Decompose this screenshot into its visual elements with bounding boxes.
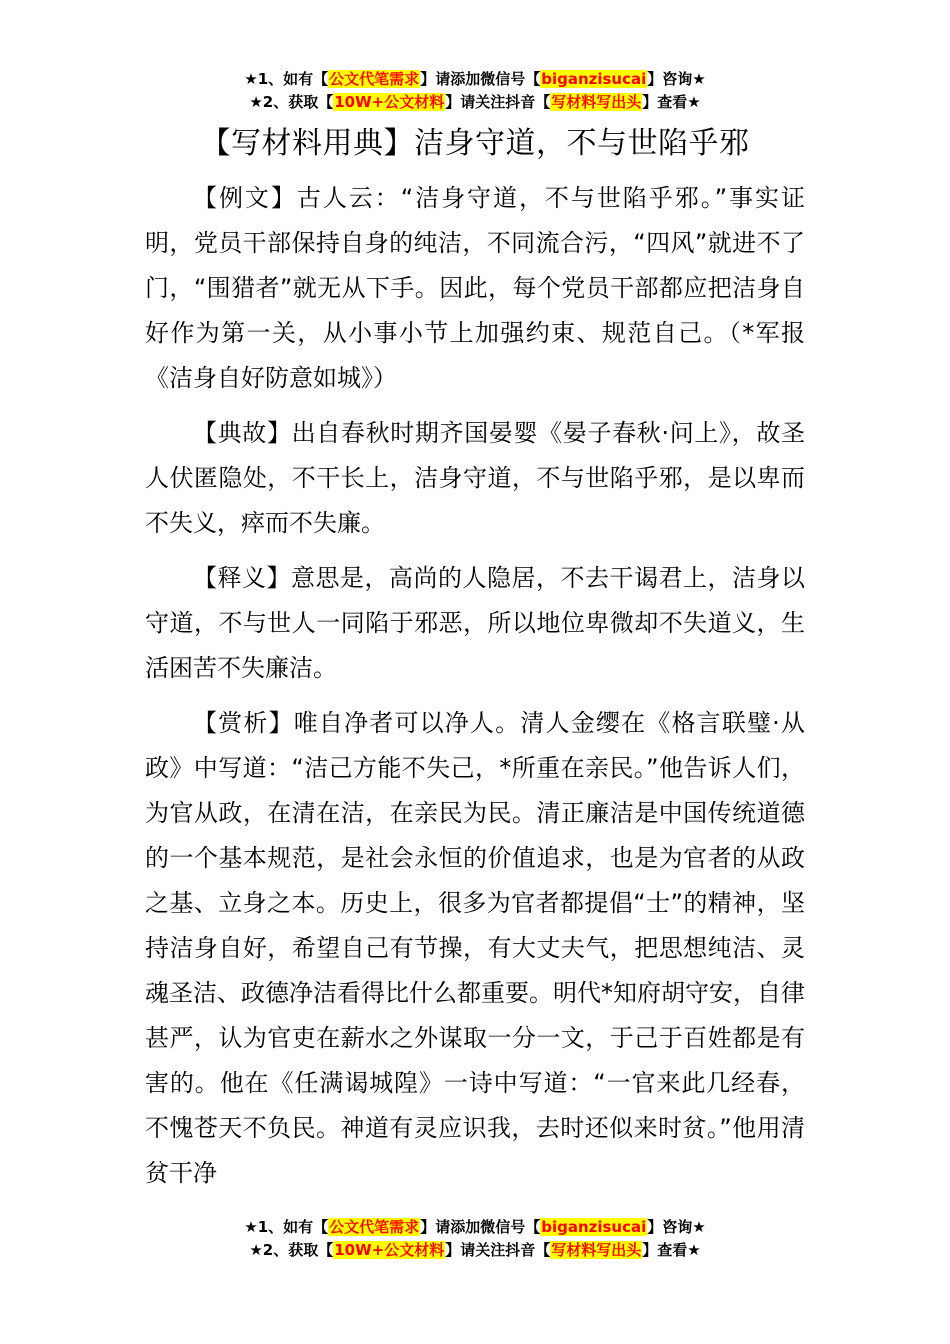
highlight-wechat-id: biganzisucai (541, 70, 647, 88)
banner-line-2 (0, 91, 950, 114)
highlight-materials: 10W+公文材料 (334, 1241, 445, 1259)
paragraph-appreciation: 【赏析】唯自净者可以净人。清人金缨在《格言联璧·从政》中写道：“洁己方能不失己，*所重在亲民。”他告诉人们，为官从政，在清在洁，在亲民为民。清正廉洁是中国传统道德的一个基本规范，是社会永恒的价值追求，也是为官者的从政之基、立身之本。历史上，很多为官者都提倡“士”的精神，坚持洁身自好，希望自己有节操，有大丈夫气，把思想纯洁、灵魂圣洁、政德净洁看得比什么都重要。明代*知府胡守安，自律甚严，认为官吏在薪水之外谋取一分一文，于己于百姓都是有害的。他在《任满谒城隍》一诗中写道：“一官来此几经春，不愧苍天不负民。神道有灵应识我，去时还似来时贫。”他用清贫干净 (145, 709, 805, 1187)
banner-text: ★1、如有【 (244, 1218, 329, 1236)
page-title: 【写材料用典】洁身守道，不与世陷乎邪 (200, 126, 750, 161)
banner-text: 】咨询★ (647, 1218, 706, 1236)
header-banner (0, 68, 950, 114)
article-body (145, 176, 805, 1206)
highlight-materials: 10W+公文材料 (334, 93, 445, 111)
banner-line-1 (0, 1216, 950, 1239)
banner-text: ★2、获取【 (249, 1241, 334, 1259)
banner-text: 】请关注抖音【 (445, 1241, 551, 1259)
highlight-service: 公文代笔需求 (329, 70, 420, 88)
banner-text: 】请添加微信号【 (420, 70, 541, 88)
paragraph-example: 【例文】古人云：“洁身守道，不与世陷乎邪。”事实证明，党员干部保持自身的纯洁，不同流合污，“四风”就进不了门，“围猎者”就无从下手。因此，每个党员干部都应把洁身自好作为第一关，从小事小节上加强约束、规范自己。（*军报《洁身自好防意如城》） (145, 184, 805, 392)
paragraph-meaning: 【释义】意思是，高尚的人隐居，不去干谒君上，洁身以守道，不与世人一同陷于邪恶，所以地位卑微却不失道义，生活困苦不失廉洁。 (145, 564, 805, 682)
banner-text: ★1、如有【 (244, 70, 329, 88)
banner-line-2 (0, 1239, 950, 1262)
highlight-wechat-id: biganzisucai (541, 1218, 647, 1236)
highlight-service: 公文代笔需求 (329, 1218, 420, 1236)
banner-text: ★2、获取【 (249, 93, 334, 111)
banner-text: 】查看★ (642, 1241, 701, 1259)
banner-text: 】请添加微信号【 (420, 1218, 541, 1236)
banner-text: 】请关注抖音【 (445, 93, 551, 111)
banner-text: 】咨询★ (647, 70, 706, 88)
paragraph-source: 【典故】出自春秋时期齐国晏婴《晏子春秋·问上》，故圣人伏匿隐处，不干长上，洁身守道，不与世陷乎邪，是以卑而不失义，瘁而不失廉。 (145, 419, 805, 537)
footer-banner (0, 1216, 950, 1262)
banner-text: 】查看★ (642, 93, 701, 111)
banner-line-1 (0, 68, 950, 91)
highlight-douyin: 写材料写出头 (551, 1241, 642, 1259)
highlight-douyin: 写材料写出头 (551, 93, 642, 111)
